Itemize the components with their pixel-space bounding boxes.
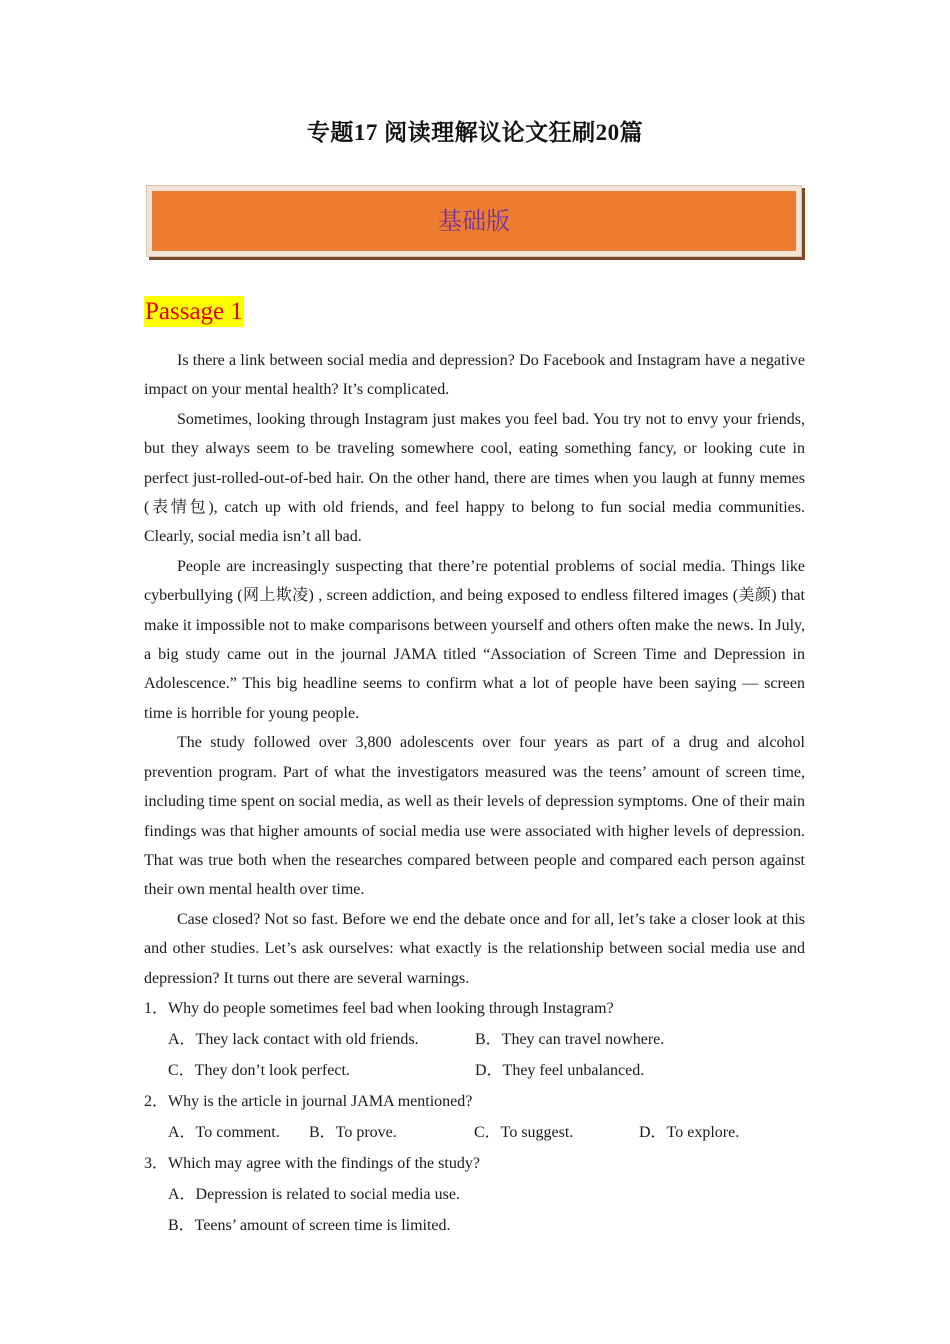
question-2-option-a: A．To comment. (168, 1123, 280, 1141)
question-2-options-row (168, 1117, 805, 1148)
question-2-stem: 2．Why is the article in journal JAMA mentioned? (144, 1092, 473, 1110)
question-3-stem: 3．Which may agree with the findings of the study? (144, 1154, 480, 1172)
paragraph: People are increasingly suspecting that there’re potential problems of social media. Things like cyberbullying (网上欺凌) , screen addiction, and being exposed to endless filtered images (美颜) that make it impossible not to make comparisons between yourself and others often make the news. In July, a big study came out in the journal JAMA titled “Association of Screen Time and Depression in Adolescence.” This big headline seems to confirm what a lot of people have been saying — screen time is horrible for young people. (144, 557, 805, 722)
page-title: 专题17 阅读理解议论文狂刷20篇 (306, 120, 644, 145)
level-banner-fill (152, 191, 796, 251)
level-banner-text: 基础版 (438, 207, 510, 235)
question-3-option-a: A．Depression is related to social media use. (168, 1185, 460, 1203)
passage-body (144, 346, 805, 1241)
level-banner (146, 185, 802, 257)
question-1-option-b: B．They can travel nowhere. (475, 1030, 665, 1048)
question-2-option-d: D．To explore. (639, 1123, 740, 1141)
question-3-option-b: B．Teens’ amount of screen time is limited. (168, 1216, 451, 1234)
paragraph: Sometimes, looking through Instagram just makes you feel bad. You try not to envy your friends, but they always seem to be traveling somewhere cool, eating something fancy, or looking cute in perfect just-rolled-out-of-bed hair. On the other hand, there are times when you laugh at funny memes (表情包), catch up with old friends, and feel happy to belong to fun social media communities. Clearly, social media isn’t all bad. (144, 410, 805, 546)
paragraph: The study followed over 3,800 adolescents over four years as part of a drug and alcohol prevention program. Part of what the investigators measured was the teens’ amount of screen time, including time spent on social media, as well as their levels of depression symptoms. One of their main findings was that higher amounts of social media use were associated with higher levels of depression. That was true both when the researches compared between people and compared each person against their own mental health over time. (144, 734, 805, 899)
question-2-option-b: B．To prove. (309, 1123, 397, 1141)
question-1-option-d: D．They feel unbalanced. (475, 1061, 645, 1079)
paragraph: Is there a link between social media and depression? Do Facebook and Instagram have a negative impact on your mental health? It’s complicated. (144, 352, 805, 399)
question-1-stem: 1．Why do people sometimes feel bad when looking through Instagram? (144, 999, 614, 1017)
paragraph: Case closed? Not so fast. Before we end the debate once and for all, let’s take a closer look at this and other studies. Let’s ask ourselves: what exactly is the relationship between social media use and depression? It turns out there are several warnings. (144, 910, 805, 987)
question-1-options-row-2 (168, 1055, 805, 1086)
passage-label: Passage 1 (145, 298, 243, 325)
question-1-option-a: A．They lack contact with old friends. (168, 1030, 419, 1048)
question-1-options-row-1 (168, 1024, 805, 1055)
question-2-option-c: C．To suggest. (474, 1123, 574, 1141)
question-1-option-c: C．They don’t look perfect. (168, 1061, 350, 1079)
